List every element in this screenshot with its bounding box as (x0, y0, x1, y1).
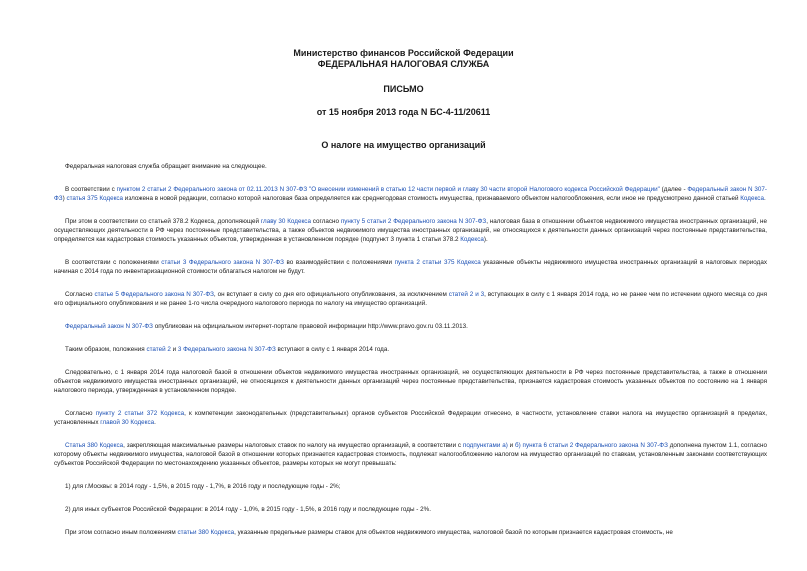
text-segment: Таким образом, положения (65, 346, 147, 353)
document-number: от 15 ноября 2013 года N БС-4-11/20611 (316, 107, 491, 117)
paragraph (54, 290, 767, 308)
text-segment: ) (62, 195, 67, 202)
reference-link[interactable]: статьи 380 Кодекса (177, 529, 235, 536)
reference-link[interactable]: статей 2 (146, 346, 171, 353)
document-body (54, 162, 767, 537)
reference-link[interactable]: статья 375 Кодекса (66, 195, 124, 202)
document-subject: О налоге на имущество организаций (321, 140, 486, 150)
paragraph (54, 505, 767, 514)
text-segment: 2) для иных субъектов Российской Федерации: в 2014 году - 1,0%, в 2015 году - 1,5%, в 2016 году и последующие годы - 2%. (65, 506, 431, 513)
text-segment: Согласно (65, 410, 96, 417)
paragraph (54, 441, 767, 468)
text-segment: . (763, 195, 766, 202)
reference-link[interactable]: Кодекса (740, 195, 764, 202)
text-segment: согласно (310, 218, 341, 225)
reference-link[interactable]: пункту 5 статьи 2 Федерального закона N 307-ФЗ (340, 218, 487, 225)
text-segment: вступают в силу с 1 января 2014 года. (275, 346, 390, 353)
text-segment: указанные объекты недвижимого имущества иностранных организаций в налоговых периодах начиная с 2014 года по инвентаризационной стоимости облагаться налогом не будут. (54, 259, 767, 275)
reference-link[interactable]: Федеральный закон N 307-ФЗ (54, 186, 767, 202)
paragraph (54, 322, 767, 331)
document-header (0, 48, 807, 151)
text-segment: во взаимодействии с положениями (283, 259, 395, 266)
text-segment: Федеральная налоговая служба обращает внимание на следующее. (65, 163, 267, 170)
text-segment: и (507, 442, 515, 449)
text-segment: Следовательно, с 1 января 2014 года налоговой базой в отношении объектов недвижимого имущества иностранных организаций, не осуществляющих деятельности в РФ через постоянные представительства, а также в отношении объектов недвижимого имущества иностранных организаций, не относящихся к деятельности данных организаций через постоянные представительства, признается кадастровая стоимость указанных объектов по состоянию на 1 января налогового периода, утвержденная в установленном порядке. (54, 369, 767, 394)
reference-link[interactable]: пункту 2 статьи 372 Кодекса (95, 410, 185, 417)
text-segment: (далее - (659, 186, 688, 193)
text-segment: , указанные предельные размеры ставок для объектов недвижимого имущества, налоговой базой по которым признается кадастровая стоимость, не (234, 529, 673, 536)
document-type: ПИСЬМО (383, 84, 424, 94)
text-segment: , вступающих в силу с 1 января 2014 года, но не ранее чем по истечении одного месяца со дня его официального опубликования и не ранее 1-го числа очередного налогового периода по налогу на имущество организаций. (54, 291, 767, 307)
reference-link[interactable]: 3 Федерального закона N 307-ФЗ (177, 346, 276, 353)
reference-link[interactable]: Федеральный закон N 307-ФЗ (65, 323, 153, 330)
paragraph (54, 217, 767, 244)
reference-link[interactable]: статье 5 Федерального закона N 307-ФЗ (94, 291, 214, 298)
text-segment: , он вступает в силу со дня его официального опубликования, за исключением (213, 291, 449, 298)
paragraph (54, 409, 767, 427)
text-segment: 1) для г.Москвы: в 2014 году - 1,5%, в 2015 году - 1,7%, в 2016 году и последующие годы - 2%; (65, 483, 341, 490)
reference-link[interactable]: Статья 380 Кодекса (65, 442, 124, 449)
paragraph (54, 345, 767, 354)
text-segment: , закрепляющая максимальные размеры налоговых ставок по налогу на имущество организаций, в соответствии с (123, 442, 463, 449)
text-segment: Согласно (65, 291, 95, 298)
reference-link[interactable]: пункта 2 статьи 375 Кодекса (394, 259, 481, 266)
text-segment: , налоговая база в отношении объектов недвижимого имущества иностранных организаций, не осуществляющих деятельности в РФ через постоянные представительства, а также объектов недвижимого имущества иностранных организаций, не относящихся к деятельности данных организаций через постоянные представительства, определяется как кадастровая стоимость указанных объектов, утвержденная в установленном порядке (подпункт 3 пункта 1 статьи 378.2 (54, 218, 767, 243)
text-segment: В соответствии с (65, 186, 117, 193)
reference-link[interactable]: пунктом 2 статьи 2 Федерального закона от 02.11.2013 N 307-ФЗ "О внесении изменений в статью 12 части первой и главу 30 части второй Налогового кодекса Российской Федерации" (116, 186, 660, 193)
reference-link[interactable]: подпунктами а) (462, 442, 508, 449)
reference-link[interactable]: главу 30 Кодекса (260, 218, 311, 225)
reference-link[interactable]: Кодекса (460, 236, 484, 243)
reference-link[interactable]: статьи 3 Федерального закона N 307-ФЗ (161, 259, 284, 266)
reference-link[interactable]: б) пункта 6 статьи 2 Федерального закона N 307-ФЗ (515, 442, 668, 449)
text-segment: изложена в новой редакции, согласно которой налоговая база определяется как среднегодовая стоимость имущества, признаваемого объектом налогообложения, если иное не предусмотрено данной статьей (123, 195, 741, 202)
text-segment: При этом в соответствии со статьей 378.2 Кодекса, дополняющей (65, 218, 261, 225)
ministry-name: Министерство финансов Российской Федерации (293, 48, 514, 58)
paragraph (54, 482, 767, 491)
paragraph (54, 162, 767, 171)
paragraph (54, 258, 767, 276)
reference-link[interactable]: статей 2 и 3 (448, 291, 485, 298)
text-segment: и (170, 346, 178, 353)
text-segment: опубликован на официальном интернет-портале правовой информации http://www.pravo.gov.ru 03.11.2013. (153, 323, 468, 330)
paragraph (54, 368, 767, 395)
paragraph (54, 528, 767, 537)
text-segment: . (154, 419, 156, 426)
reference-link[interactable]: главой 30 Кодекса (100, 419, 155, 426)
paragraph (54, 185, 767, 203)
text-segment: В соответствии с положениями (65, 259, 162, 266)
service-name: ФЕДЕРАЛЬНАЯ НАЛОГОВАЯ СЛУЖБА (317, 59, 490, 69)
text-segment: , к компетенции законодательных (представительных) органов субъектов Российской Федерации отнесено, в частности, установление ставки налога на имущество организаций в пределах, установленных (54, 410, 768, 426)
text-segment: При этом согласно иным положениям (65, 529, 178, 536)
text-segment: дополнена пунктом 1.1, согласно которому объекты недвижимого имущества, налоговой базой в отношении которых признается кадастровая стоимость, подлежат налогообложению налогом на имущество организаций по ставкам, установленным законами соответствующих субъектов Российской Федерации по местонахождению указанных объектов, размеры которых не могут превышать: (54, 442, 767, 467)
text-segment: ). (483, 236, 488, 243)
